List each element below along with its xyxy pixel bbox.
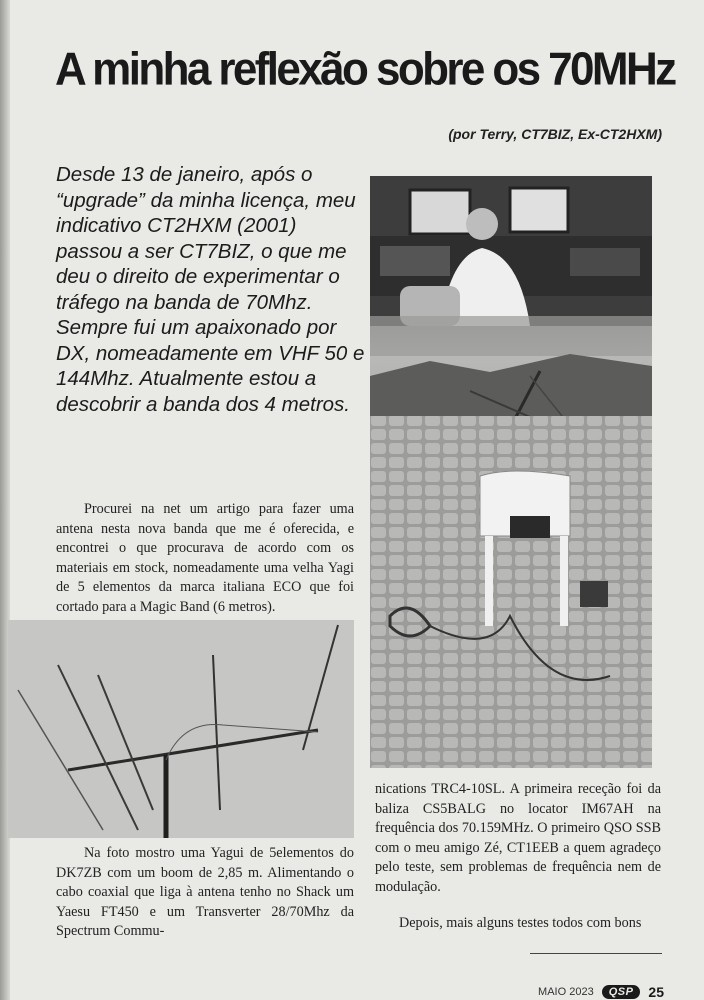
article-byline: (por Terry, CT7BIZ, Ex-CT2HXM) [448,126,662,142]
article-paragraph-1: Procurei na net um artigo para fazer uma antena nesta nova banda que me é oferecida, e encontrei o que procurava de acordo com os materiais em stock, nomeadamente uma velha Yagi de 5 elementos da marca italiana ECO que foi cortado para a Magic Band (6 metros). [56,501,354,615]
article-title: A minha reflexão sobre os 70MHz [55,43,675,96]
article-lead: Desde 13 de janeiro, após o “upgrade” da minha licença, meu indicativo CT2HXM (2001) passou a ser CT7BIZ, o que me deu o direito de experimentar o tráfego na banda de 70Mhz. Sempre fui um apaixonado por DX, nomeadamente em VHF 50 e 144Mhz. Atualmente estou a descobrir a banda dos 4 metros. [56,163,365,416]
page-binding-shadow [0,0,10,1000]
article-paragraph-4: Depois, mais alguns testes todos com bons [399,915,642,931]
photo-shack-illustration [370,176,652,768]
photo-yagi-illustration [8,620,354,838]
page-footer [538,984,664,1000]
footer-rule [530,953,662,954]
qsp-logo: QSP [602,985,641,999]
page-number: 25 [648,984,664,1000]
footer-issue: MAIO 2023 [538,986,594,998]
photo-yagi-antenna [8,620,354,838]
article-paragraph-3: nications TRC4-10SL. A primeira receção foi da baliza CS5BALG no locator IM67AH na frequência dos 70.159MHz. O primeiro QSO SSB com o meu amigo Zé, CT1EEB a quem agradeço pelo teste, sem problemas de frequência nem de modulação. [375,781,661,895]
photo-shack-and-antenna [370,176,652,768]
article-paragraph-2: Na foto mostro uma Yagui de 5elementos do DK7ZB com um boom de 2,85 m. Alimentando o cabo coaxial que liga à antena tenho no Shack um Yaesu FT450 e um Transverter 28/70Mhz da Spectrum Commu- [56,845,354,940]
